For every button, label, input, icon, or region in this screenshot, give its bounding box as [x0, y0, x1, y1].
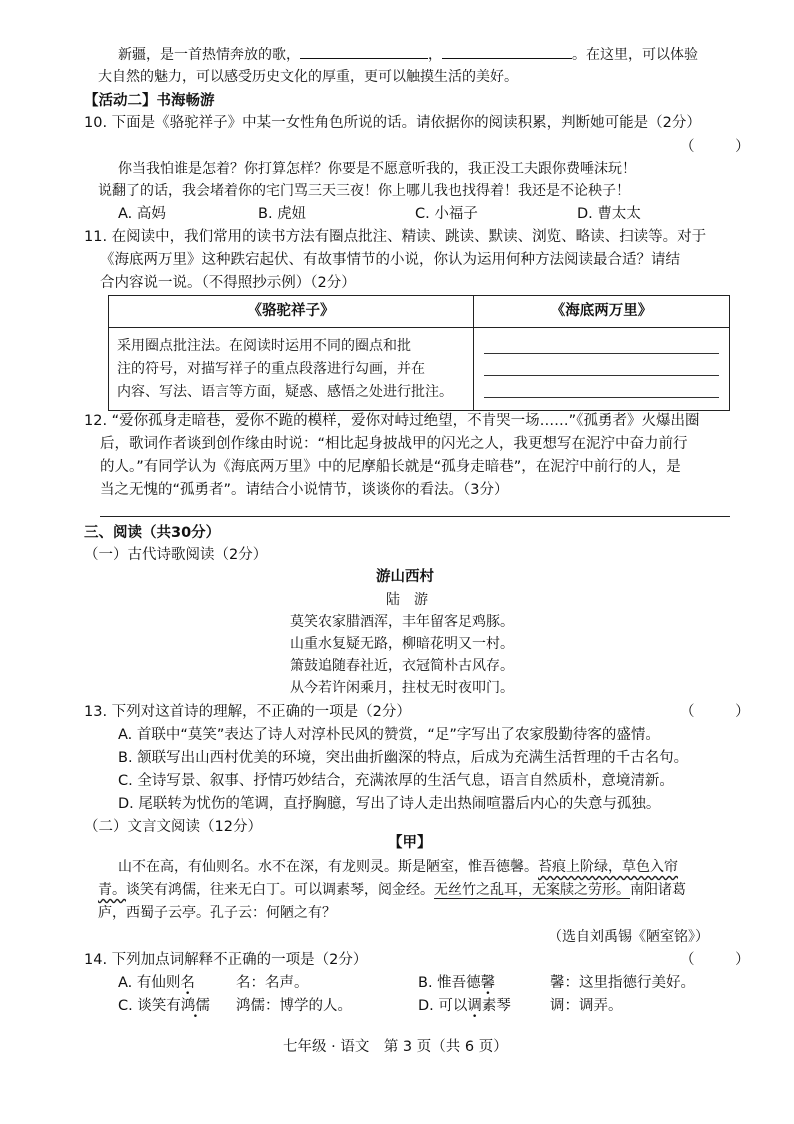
section-3-part-1: （一）古代诗歌阅读（2分）	[84, 547, 268, 563]
table-example-line-2: 注的符号，对描写祥子的重点段落进行勾画，并在	[117, 360, 425, 377]
dotted-word: 鸿儒	[180, 998, 210, 1014]
passage-line-1	[118, 860, 678, 874]
poem-title: 游山西村	[376, 569, 434, 585]
passage-label: 【甲】	[388, 835, 432, 851]
answer-line[interactable]	[484, 354, 719, 376]
table-header-camel-xiangzi: 《骆驼祥子》	[109, 296, 474, 328]
q14-option-d-explanation: 调：调弄。	[550, 998, 623, 1014]
poem-line-1: 莫笑农家腊酒浑，丰年留客足鸡豚。	[290, 614, 514, 630]
q12-line-4: 当之无愧的“孤勇者”。请结合小说情节，谈谈你的看法。（3分）	[100, 482, 509, 498]
q13-option-a[interactable]: A. 首联中“莫笑”表达了诗人对淳朴民风的赞赏，“足”字写出了农家殷勤待客的盛情。	[118, 727, 660, 743]
answer-blank-1[interactable]	[300, 46, 428, 59]
table-example-line-3: 内容、写法、语言等方面，疑惑、感悟之处进行批注。	[117, 383, 453, 400]
reading-method-table	[108, 295, 730, 411]
q13-option-c[interactable]: C. 全诗写景、叙事、抒情巧妙结合，充满浓厚的生活气息，语言自然质朴，意境清新。	[118, 773, 674, 789]
q10-quote-line-2: 说翻了的话，我会堵着你的宅门骂三天三夜！你上哪儿我也找得着！我还是不论秧子！	[98, 183, 630, 199]
option-text: 素琴	[481, 998, 511, 1014]
q14-option-a-explanation: 名：名声。	[236, 975, 309, 991]
q12-line-1: 12. “爱你孤身走暗巷，爱你不跪的模样，爱你对峙过绝望，不肯哭一场……”《孤勇者》火爆出圈	[84, 413, 700, 429]
q11-line-1: 11. 在阅读中，我们常用的读书方法有圈点批注、精读、跳读、默读、浏览、略读、扫读等。对于	[84, 229, 707, 245]
q11-line-2: 《海底两万里》这种跌宕起伏、有故事情节的小说，你认为运用何种方法阅读最合适？请结	[100, 252, 680, 268]
q10-option-a[interactable]: A. 高妈	[118, 206, 166, 222]
dotted-word: 调	[467, 998, 482, 1014]
passage-wavy-underline: 青。	[98, 882, 126, 898]
q14-option-d[interactable]	[418, 999, 511, 1014]
table-example-line-1: 采用圈点批注法。在阅读时运用不同的圈点和批	[117, 337, 411, 354]
passage-wavy-underline: 苔痕上阶绿，草色入帘	[538, 859, 678, 875]
section-3-title: 三、阅读（共30分）	[84, 525, 221, 541]
q14-answer-paren[interactable]: （ ）	[680, 952, 768, 968]
activity-2-title: 【活动二】书海畅游	[84, 93, 215, 109]
table-header-twenty-thousand-leagues: 《海底两万里》	[474, 296, 730, 328]
q14-option-a[interactable]	[118, 976, 195, 991]
q13-option-b[interactable]: B. 颔联写出山西村优美的环境，突出曲折幽深的特点，后成为充满生活哲理的千古名句。	[118, 750, 689, 766]
top-line-1-comma: ，	[428, 47, 442, 63]
q14-option-c-explanation: 鸿儒：博学的人。	[236, 998, 352, 1014]
top-line-2: 大自然的魅力，可以感受历史文化的厚重，更可以触摸生活的美好。	[98, 69, 518, 85]
q12-line-2: 后，歌词作者谈到创作缘由时说：“相比起身披战甲的闪光之人，我更想写在泥泞中奋力前行	[100, 436, 688, 452]
q14-stem: 14. 下列加点词解释不正确的一项是（2分）	[84, 952, 368, 968]
passage-text: 山不在高，有仙则名。水不在深，有龙则灵。斯是陋室，惟吾德馨。	[118, 859, 538, 875]
q12-line-3: 的人。”有同学认为《海底两万里》中的尼摩船长就是“孤身走暗巷”，在泥泞中前行的人，是	[100, 459, 681, 475]
q10-option-c[interactable]: C. 小福子	[415, 206, 478, 222]
q10-quote-line-1: 你当我怕谁是怎着？你打算怎样？你要是不愿意听我的，我正没工夫跟你费唾沫玩！	[118, 161, 636, 177]
part-2-title: （二）文言文阅读（12分）	[84, 819, 262, 835]
passage-text: 南阳诸葛	[630, 882, 686, 898]
passage-straight-underline: 无丝竹之乱耳，无案牍之劳形。	[434, 882, 630, 898]
q14-option-b-explanation: 馨：这里指德行美好。	[550, 975, 695, 991]
answer-line[interactable]	[100, 516, 730, 517]
dotted-word: 名	[180, 975, 195, 991]
option-text: B. 惟吾德	[418, 975, 481, 991]
table-answer-cell[interactable]	[474, 328, 730, 411]
top-line-1-prefix: 新疆，是一首热情奔放的歌，	[118, 47, 300, 63]
dotted-word: 馨	[480, 975, 496, 991]
option-text: A. 有仙则	[118, 975, 181, 991]
passage-line-3: 庐，西蜀子云亭。孔子云：何陋之有？	[98, 905, 336, 921]
q14-option-b[interactable]	[418, 976, 495, 991]
answer-line[interactable]	[484, 376, 719, 398]
passage-text: 谈笑有鸿儒，往来无白丁。可以调素琴，阅金经。	[126, 882, 434, 898]
q11-line-3: 合内容说一说。（不得照抄示例）（2分）	[100, 275, 356, 291]
q10-answer-paren[interactable]: （ ）	[680, 139, 768, 155]
q14-option-c[interactable]	[118, 999, 210, 1014]
q10-option-d[interactable]: D. 曹太太	[577, 206, 641, 222]
q13-option-d[interactable]: D. 尾联转为忧伤的笔调，直抒胸臆，写出了诗人走出热闹喧嚣后内心的失意与孤独。	[118, 796, 661, 812]
q13-stem: 13. 下列对这首诗的理解，不正确的一项是（2分）	[84, 704, 411, 720]
option-text: D. 可以	[418, 998, 468, 1014]
option-text: C. 谈笑有	[118, 998, 181, 1014]
poem-line-2: 山重水复疑无路，柳暗花明又一村。	[290, 636, 514, 652]
top-line-1-suffix: 。在这里，可以体验	[572, 47, 698, 63]
poem-line-4: 从今若许闲乘月，拄杖无时夜叩门。	[290, 680, 514, 696]
q10-option-b[interactable]: B. 虎妞	[258, 206, 307, 222]
passage-source: （选自刘禹锡《陋室铭》）	[548, 929, 709, 945]
page-footer: 七年级 · 语文 第 3 页（共 6 页）	[283, 1039, 508, 1055]
answer-blank-2[interactable]	[442, 46, 572, 59]
answer-line[interactable]	[484, 332, 719, 354]
q10-stem: 10. 下面是《骆驼祥子》中某一女性角色所说的话。请依据你的阅读积累，判断她可能是（2分）	[84, 115, 701, 131]
table-example-cell	[109, 328, 474, 411]
top-line-1	[118, 46, 698, 62]
q13-answer-paren[interactable]: （ ）	[680, 704, 768, 720]
passage-line-2	[98, 883, 686, 897]
poem-line-3: 箫鼓追随春社近，衣冠简朴古风存。	[290, 658, 514, 674]
poem-author: 陆 游	[386, 592, 428, 608]
